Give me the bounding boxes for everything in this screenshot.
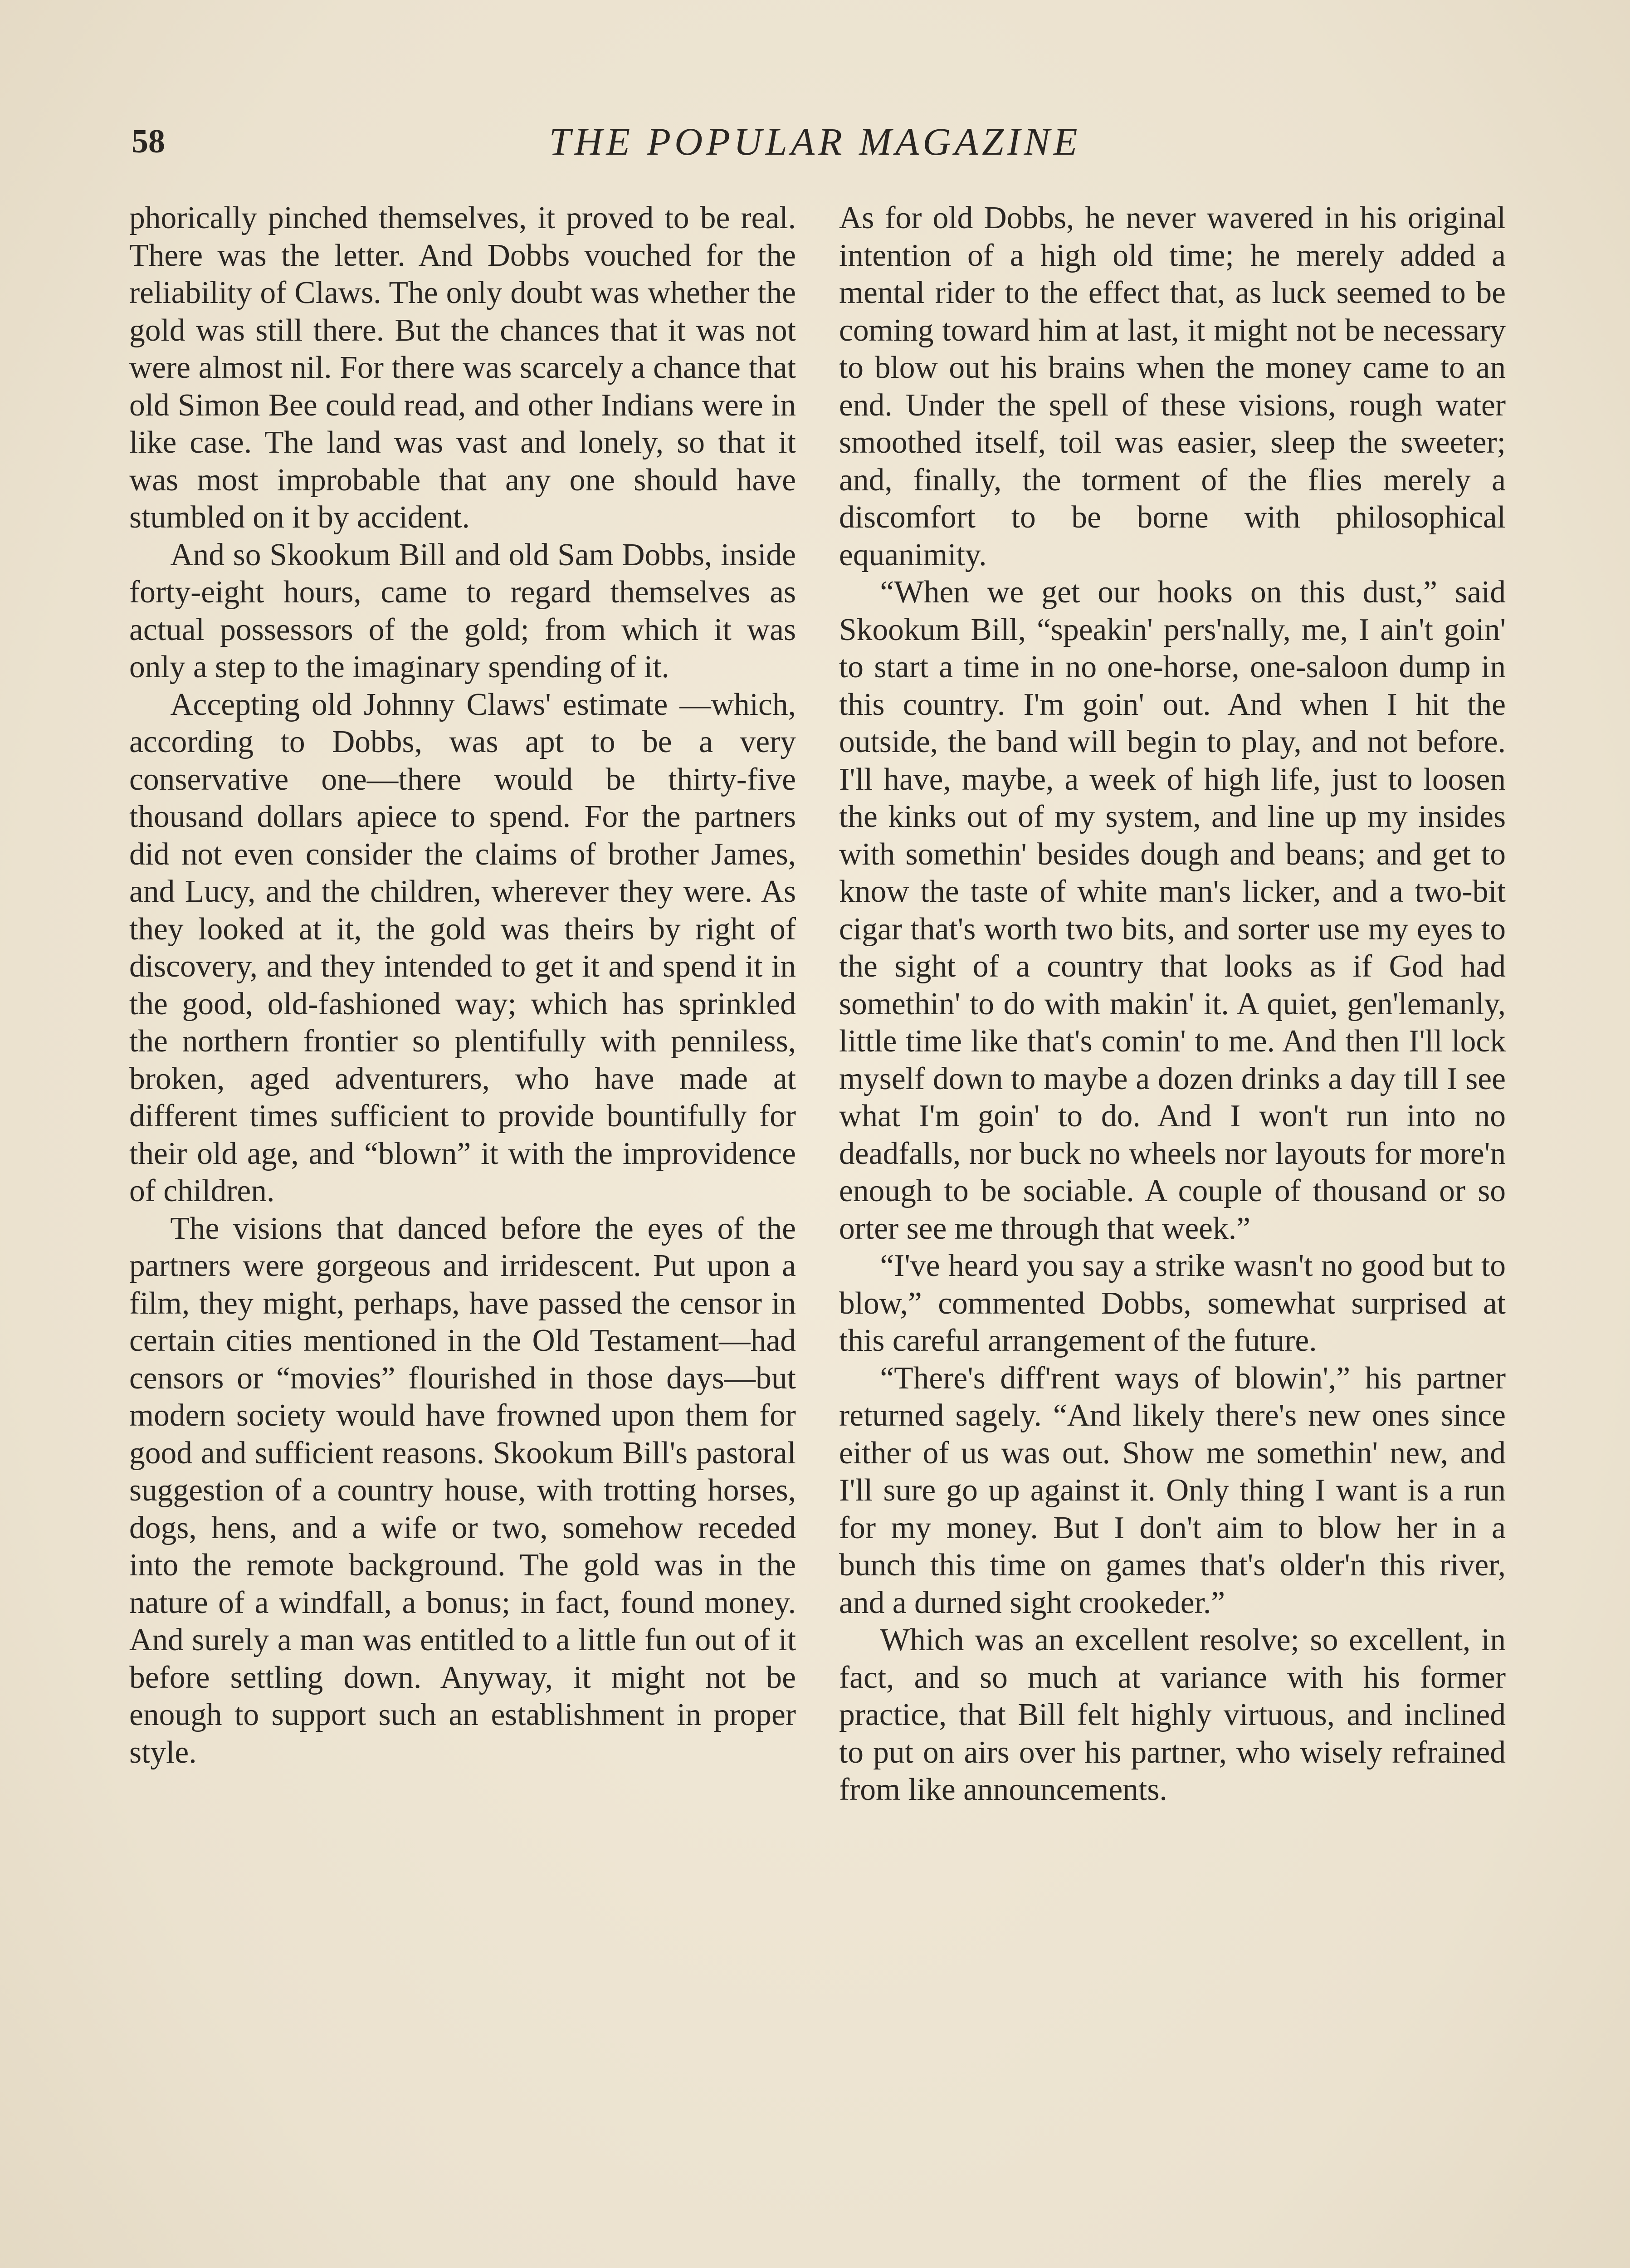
paragraph: The visions that danced before the eyes of the partners were gorgeous and irridescent. Put upon a film, they might, perhaps, have passed the censor in certain cities mentioned in the Old Testament—had censors or “movies” flourished in those days—but modern society would have frowned upon them for good and sufficient reasons. Skookum Bill's pastoral suggestion of a country house, with trotting horses, dogs, hens, and a wife or two, somehow receded into the remote background. The gold was in the nature of a windfall, a bonus; in fact, found money. And surely a man was entitled to a little fun out of it before settling down. Anyway, it might not be enough to support such an establishment in proper style. (129, 1211, 796, 1770)
magazine-title: THE POPULAR MAGAZINE (549, 120, 1081, 163)
right-column (839, 200, 1506, 1809)
page-header (122, 119, 1508, 169)
paragraph: As for old Dobbs, he never wavered in his original intention of a high old time; he merely added a mental rider to the effect that, as luck seemed to be coming toward him at last, it might not be necessary to blow out his brains when the money came to an end. Under the spell of these visions, rough water smoothed itself, toil was easier, sleep the sweeter; and, finally, the torment of the flies merely a discomfort to be borne with philosophical equanimity. (839, 200, 1506, 572)
paragraph: And so Skookum Bill and old Sam Dobbs, inside forty-eight hours, came to regard themselves as actual possessors of the gold; from which it was only a step to the imaginary spending of it. (129, 537, 796, 684)
paragraph: “When we get our hooks on this dust,” said Skookum Bill, “speakin' pers'nally, me, I ain't goin' to start a time in no one-horse, one-saloon dump in this country. I'm goin' out. And when I hit the outside, the band will begin to play, and not before. I'll have, maybe, a week of high life, just to loosen the kinks out of my system, and line up my insides with somethin' besides dough and beans; and get to know the taste of white man's licker, and a two-bit cigar that's worth two bits, and sorter use my eyes to the sight of a country that looks as if God had somethin' to do with makin' it. A quiet, gen'lemanly, little time like that's comin' to me. And then I'll lock myself down to maybe a dozen drinks a day till I see what I'm goin' to do. And I won't run into no deadfalls, nor buck no wheels nor layouts for more'n enough to be sociable. A couple of thousand or so orter see me through that week.” (839, 575, 1506, 1246)
page-number: 58 (132, 123, 165, 160)
paragraph: “I've heard you say a strike wasn't no good but to blow,” commented Dobbs, somewhat surprised at this careful arrangement of the future. (839, 1248, 1506, 1358)
paragraph: “There's diff'rent ways of blowin',” his partner returned sagely. “And likely there's new ones since either of us was out. Show me somethin' new, and I'll sure go up against it. Only thing I want is a run for my money. But I don't aim to blow her in a bunch this time on games that's older'n this river, and a durned sight crookeder.” (839, 1360, 1506, 1620)
paragraph: Which was an excellent resolve; so excellent, in fact, and so much at variance with his former practice, that Bill felt highly virtuous, and inclined to put on airs over his partner, who wisely refrained from like announcements. (839, 1623, 1506, 1807)
left-column (129, 200, 796, 1771)
paragraph: Accepting old Johnny Claws' estimate —which, according to Dobbs, was apt to be a very conservative one—there would be thirty-five thousand dollars apiece to spend. For the partners did not even consider the claims of brother James, and Lucy, and the children, wherever they were. As they looked at it, the gold was theirs by right of discovery, and they intended to get it and spend it in the good, old-fashioned way; which has sprinkled the northern frontier so plentifully with penniless, broken, aged adventurers, who have made at different times sufficient to provide bountifully for their old age, and “blown” it with the improvidence of children. (129, 687, 796, 1208)
paragraph: phorically pinched themselves, it proved to be real. There was the letter. And Dobbs vouched for the reliability of Claws. The only doubt was whether the gold was still there. But the chances that it was not were almost nil. For there was scarcely a chance that old Simon Bee could read, and other Indians were in like case. The land was vast and lonely, so that it was most improbable that any one should have stumbled on it by accident. (129, 200, 796, 535)
